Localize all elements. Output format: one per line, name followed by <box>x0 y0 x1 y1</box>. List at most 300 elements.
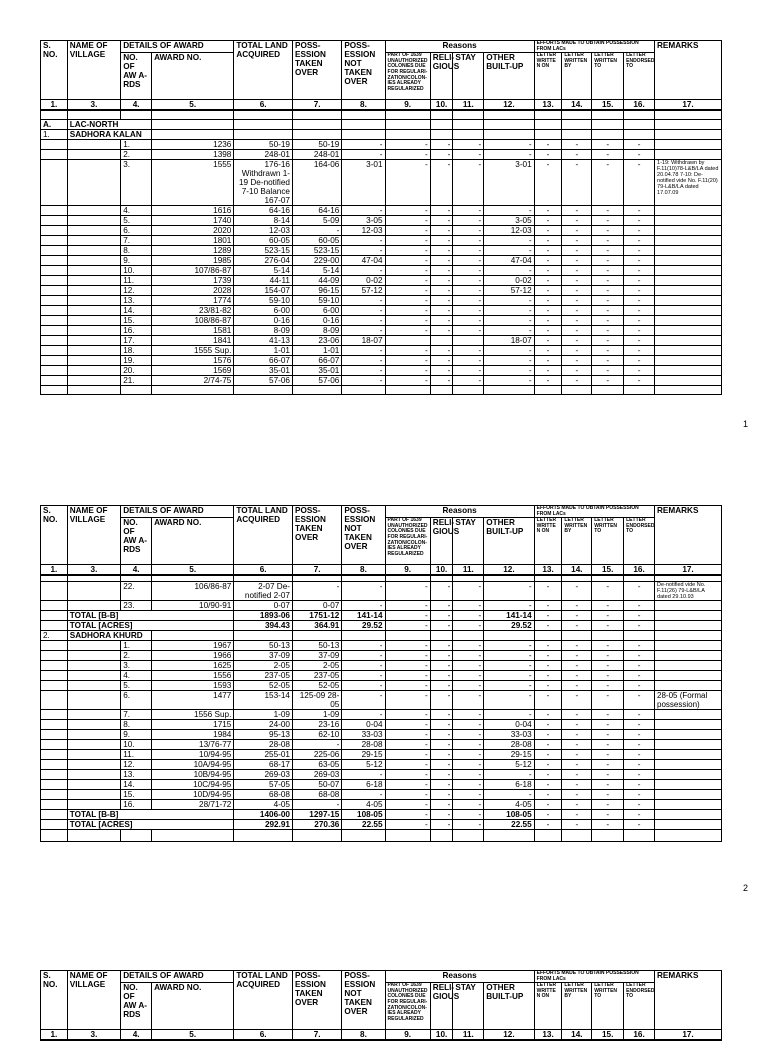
cell-letter-endorsed: - <box>624 345 655 355</box>
cell-poss-not-taken: 29-15 <box>342 749 385 759</box>
cell-other: 57-12 <box>484 285 534 295</box>
blank-cell <box>292 630 341 640</box>
blank-cell <box>624 829 655 841</box>
cell-remarks <box>655 719 722 729</box>
cell-part-of: - <box>385 375 430 385</box>
cell-remarks <box>655 295 722 305</box>
col-poss-taken-header: POSS- ESSION TAKEN OVER <box>292 41 341 100</box>
cell-letter-by: - <box>562 690 592 709</box>
cell-letter-to: - <box>592 650 624 660</box>
col-letter-on-header: LETTER WRITTE N ON <box>534 518 562 565</box>
cell-village <box>67 215 120 225</box>
col-efforts-header: EFFORTS MADE TO OBTAIN POSSESSION FROM LACs <box>534 971 654 983</box>
cell-award-serial: 14. <box>121 779 152 789</box>
cell-other: - <box>484 769 534 779</box>
cell-poss-not-taken: - <box>342 305 385 315</box>
cell-poss-not-taken: 47-04 <box>342 255 385 265</box>
cell-poss-taken: 229-00 <box>292 255 341 265</box>
cell-letter-on: - <box>534 620 562 630</box>
award-row <box>41 255 722 265</box>
cell-letter-on: - <box>534 139 562 149</box>
cell-religious: - <box>430 769 453 779</box>
cell-letter-to: - <box>592 245 624 255</box>
cell-sno <box>41 660 68 670</box>
cell-award-serial: 19. <box>121 355 152 365</box>
village-no: 2. <box>41 630 68 640</box>
total-part-of: - <box>385 809 430 819</box>
cell-poss-taken: 59-10 <box>292 295 341 305</box>
award-row <box>41 779 722 789</box>
col-letter-to-header: LETTER WRITTEN TO <box>592 53 624 100</box>
cell-village <box>67 225 120 235</box>
cell-stay: - <box>453 799 484 809</box>
cell-poss-taken: 125-09 28-05 <box>292 690 341 709</box>
total-not-taken: 22.55 <box>342 819 385 829</box>
cell-letter-by: - <box>562 139 592 149</box>
cell-religious: - <box>430 285 453 295</box>
cell-religious: - <box>430 600 453 610</box>
cell-letter-to: - <box>592 205 624 215</box>
cell-other: 18-07 <box>484 335 534 345</box>
cell-award-serial: 13. <box>121 295 152 305</box>
cell-poss-taken: 50-13 <box>292 640 341 650</box>
cell-stay: - <box>453 355 484 365</box>
cell-total-land: 37-09 <box>234 650 293 660</box>
award-row <box>41 235 722 245</box>
total-stay: - <box>453 620 484 630</box>
column-number: 1. <box>41 565 68 576</box>
cell-religious: - <box>430 225 453 235</box>
cell-part-of: - <box>385 265 430 275</box>
cell-remarks <box>655 345 722 355</box>
cell-poss-not-taken: - <box>342 235 385 245</box>
cell-sno <box>41 355 68 365</box>
col-religious-header: RELI- GIOUS <box>430 983 453 1030</box>
cell-part-of: - <box>385 215 430 225</box>
cell-poss-not-taken: - <box>342 640 385 650</box>
cell-letter-by: - <box>562 245 592 255</box>
cell-letter-to: - <box>592 690 624 709</box>
blank-cell <box>562 110 592 119</box>
cell-stay: - <box>453 690 484 709</box>
cell-letter-by: - <box>562 640 592 650</box>
total-row <box>41 809 722 819</box>
blank-cell <box>152 630 234 640</box>
cell-total-land: 59-10 <box>234 295 293 305</box>
cell-award-no: 10/90-91 <box>152 600 234 610</box>
cell-letter-to: - <box>592 365 624 375</box>
cell-letter-on: - <box>534 315 562 325</box>
cell-letter-by: - <box>562 600 592 610</box>
cell-other: 12-03 <box>484 225 534 235</box>
cell-village <box>67 729 120 739</box>
cell-poss-not-taken: - <box>342 295 385 305</box>
cell-award-no: 1616 <box>152 205 234 215</box>
cell-sno <box>41 335 68 345</box>
cell-poss-not-taken: 33-03 <box>342 729 385 739</box>
cell-total-land: 1-09 <box>234 709 293 719</box>
column-number: 7. <box>292 565 341 576</box>
col-part-of-header: PART OF 1639 UNAUTHORIZED COLONIES DUE FOR REGULARI- ZATION/COLON- IES ALREADY REGULARIZED <box>385 518 430 565</box>
cell-part-of: - <box>385 325 430 335</box>
cell-remarks <box>655 225 722 235</box>
cell-sno <box>41 640 68 650</box>
cell-remarks <box>655 709 722 719</box>
col-reasons-header: Reasons <box>385 506 534 518</box>
cell-remarks <box>655 205 722 215</box>
cell-award-no: 1774 <box>152 295 234 305</box>
cell-sno <box>41 159 68 205</box>
cell-letter-endorsed: - <box>624 779 655 789</box>
blank-cell <box>234 110 293 119</box>
cell-total-land: 24-00 <box>234 719 293 729</box>
column-number: 15. <box>592 565 624 576</box>
cell-village <box>67 365 120 375</box>
cell-sno <box>41 325 68 335</box>
cell-other: - <box>484 660 534 670</box>
cell-sno <box>41 610 68 620</box>
col-letter-endorsed-header: LETTER ENDORSED TO <box>624 518 655 565</box>
cell-remarks <box>655 139 722 149</box>
cell-letter-by: - <box>562 315 592 325</box>
cell-stay: - <box>453 275 484 285</box>
award-row <box>41 345 722 355</box>
award-row <box>41 719 722 729</box>
cell-poss-not-taken: 0-04 <box>342 719 385 729</box>
cell-sno <box>41 719 68 729</box>
column-number: 14. <box>562 100 592 111</box>
cell-award-serial: 4. <box>121 670 152 680</box>
cell-poss-taken: 52-05 <box>292 680 341 690</box>
cell-remarks <box>655 375 722 385</box>
cell-part-of: - <box>385 650 430 660</box>
cell-village <box>67 581 120 600</box>
cell-stay: - <box>453 640 484 650</box>
cell-letter-on: - <box>534 581 562 600</box>
cell-letter-by: - <box>562 719 592 729</box>
cell-letter-endorsed: - <box>624 739 655 749</box>
cell-religious: - <box>430 265 453 275</box>
blank-cell <box>534 129 562 139</box>
cell-total-land: 5-14 <box>234 265 293 275</box>
cell-award-serial: 16. <box>121 799 152 809</box>
village-row <box>41 630 722 640</box>
blank-cell <box>292 385 341 394</box>
award-row <box>41 729 722 739</box>
cell-letter-by: - <box>562 365 592 375</box>
blank-cell <box>484 385 534 394</box>
cell-poss-taken: 63-05 <box>292 759 341 769</box>
cell-letter-on: - <box>534 729 562 739</box>
cell-part-of: - <box>385 670 430 680</box>
cell-letter-by: - <box>562 680 592 690</box>
cell-stay: - <box>453 285 484 295</box>
blank-cell <box>453 129 484 139</box>
col-no-of-awards-header: NO. OF AW A- RDS <box>121 53 152 100</box>
cell-religious: - <box>430 255 453 265</box>
total-not-taken: 29.52 <box>342 620 385 630</box>
cell-total-land: 276-04 <box>234 255 293 265</box>
cell-letter-endorsed: - <box>624 620 655 630</box>
cell-sno <box>41 769 68 779</box>
blank-cell <box>484 630 534 640</box>
cell-religious: - <box>430 799 453 809</box>
cell-letter-by: - <box>562 255 592 265</box>
cell-letter-to: - <box>592 729 624 739</box>
cell-religious: - <box>430 159 453 205</box>
cell-total-land: 50-13 <box>234 640 293 650</box>
column-numbers-row <box>41 1030 722 1041</box>
col-sno-header: S. NO. <box>41 41 68 100</box>
cell-religious: - <box>430 205 453 215</box>
cell-sno <box>41 729 68 739</box>
col-religious-header: RELI- GIOUS <box>430 53 453 100</box>
cell-total-land: 41-13 <box>234 335 293 345</box>
cell-total-land: 64-16 <box>234 205 293 215</box>
cell-award-no: 1555 <box>152 159 234 205</box>
blank-cell <box>342 829 385 841</box>
cell-award-no: 1477 <box>152 690 234 709</box>
cell-letter-endorsed: - <box>624 610 655 620</box>
blank-cell <box>234 129 293 139</box>
blank-cell <box>592 110 624 119</box>
cell-letter-to: - <box>592 769 624 779</box>
cell-letter-by: - <box>562 749 592 759</box>
column-number: 7. <box>292 100 341 111</box>
cell-religious: - <box>430 325 453 335</box>
cell-total-land: 153-14 <box>234 690 293 709</box>
cell-stay: - <box>453 759 484 769</box>
cell-village <box>67 139 120 149</box>
cell-letter-to: - <box>592 620 624 630</box>
blank-cell <box>234 829 293 841</box>
cell-letter-by: - <box>562 345 592 355</box>
cell-part-of: - <box>385 285 430 295</box>
cell-other: - <box>484 680 534 690</box>
cell-letter-to: - <box>592 345 624 355</box>
col-details-header: DETAILS OF AWARD <box>121 41 234 53</box>
cell-remarks: 1-19: Withdrawn by F.11(10)78-L&B/LA dated 20.04.78 7-10: De-notified vide No. F.11(20) 79-L&B/LA dated 17.07.09 <box>655 159 722 205</box>
cell-religious: - <box>430 295 453 305</box>
cell-letter-to: - <box>592 355 624 365</box>
blank-cell <box>152 119 234 129</box>
cell-letter-by: - <box>562 610 592 620</box>
cell-part-of: - <box>385 205 430 215</box>
cell-letter-to: - <box>592 215 624 225</box>
cell-letter-endorsed: - <box>624 295 655 305</box>
cell-award-serial: 6. <box>121 225 152 235</box>
cell-award-no: 1569 <box>152 365 234 375</box>
cell-poss-not-taken: 3-05 <box>342 215 385 225</box>
column-number: 7. <box>292 1030 341 1041</box>
cell-remarks <box>655 149 722 159</box>
cell-religious: - <box>430 345 453 355</box>
total-stay: - <box>453 610 484 620</box>
cell-part-of: - <box>385 660 430 670</box>
cell-part-of: - <box>385 245 430 255</box>
cell-religious: - <box>430 680 453 690</box>
col-religious-header: RELI- GIOUS <box>430 518 453 565</box>
land-table-page-3 <box>40 970 722 1041</box>
cell-religious: - <box>430 149 453 159</box>
cell-letter-by: - <box>562 729 592 739</box>
cell-remarks <box>655 739 722 749</box>
cell-letter-endorsed: - <box>624 759 655 769</box>
col-sno-header: S. NO. <box>41 971 68 1030</box>
cell-sno <box>41 215 68 225</box>
cell-stay: - <box>453 159 484 205</box>
cell-part-of: - <box>385 225 430 235</box>
cell-letter-to: - <box>592 375 624 385</box>
column-number: 15. <box>592 100 624 111</box>
cell-village <box>67 205 120 215</box>
cell-letter-to: - <box>592 809 624 819</box>
cell-stay: - <box>453 680 484 690</box>
total-religious: - <box>430 620 453 630</box>
cell-letter-endorsed: - <box>624 365 655 375</box>
cell-award-serial: 2. <box>121 149 152 159</box>
cell-remarks <box>655 680 722 690</box>
cell-part-of: - <box>385 139 430 149</box>
award-row <box>41 295 722 305</box>
cell-part-of: - <box>385 235 430 245</box>
cell-letter-on: - <box>534 235 562 245</box>
total-label: TOTAL [B-B] <box>67 610 234 620</box>
column-number: 5. <box>152 1030 234 1041</box>
column-number: 15. <box>592 1030 624 1041</box>
cell-sno <box>41 779 68 789</box>
total-religious: - <box>430 809 453 819</box>
cell-total-land: 255-01 <box>234 749 293 759</box>
cell-letter-on: - <box>534 285 562 295</box>
cell-village <box>67 285 120 295</box>
cell-religious: - <box>430 139 453 149</box>
cell-letter-on: - <box>534 225 562 235</box>
blank-cell <box>453 110 484 119</box>
cell-letter-endorsed: - <box>624 215 655 225</box>
col-village-header: NAME OF VILLAGE <box>67 971 120 1030</box>
cell-sno <box>41 235 68 245</box>
blank-cell <box>292 829 341 841</box>
award-row <box>41 305 722 315</box>
cell-letter-by: - <box>562 375 592 385</box>
cell-remarks <box>655 640 722 650</box>
cell-letter-to: - <box>592 600 624 610</box>
header-row-top <box>41 971 722 983</box>
total-taken: 364.91 <box>292 620 341 630</box>
cell-religious: - <box>430 305 453 315</box>
cell-part-of: - <box>385 275 430 285</box>
cell-sno <box>41 680 68 690</box>
cell-letter-by: - <box>562 285 592 295</box>
column-number: 5. <box>152 565 234 576</box>
col-other-header: OTHER BUILT-UP <box>484 518 534 565</box>
spacer-row <box>41 829 722 841</box>
column-number: 11. <box>453 100 484 111</box>
total-row <box>41 620 722 630</box>
blank-cell <box>534 630 562 640</box>
column-number: 11. <box>453 1030 484 1041</box>
cell-stay: - <box>453 225 484 235</box>
blank-cell <box>67 385 120 394</box>
cell-religious: - <box>430 650 453 660</box>
cell-other: 3-01 <box>484 159 534 205</box>
cell-sno <box>41 620 68 630</box>
total-religious: - <box>430 819 453 829</box>
cell-letter-endorsed: - <box>624 335 655 345</box>
cell-village <box>67 749 120 759</box>
cell-letter-on: - <box>534 769 562 779</box>
cell-total-land: 0-07 <box>234 600 293 610</box>
blank-cell <box>534 385 562 394</box>
cell-village <box>67 779 120 789</box>
cell-letter-on: - <box>534 650 562 660</box>
cell-letter-endorsed: - <box>624 225 655 235</box>
cell-sno <box>41 819 68 829</box>
cell-poss-taken: 44-09 <box>292 275 341 285</box>
cell-award-no: 1739 <box>152 275 234 285</box>
cell-poss-not-taken: 6-18 <box>342 779 385 789</box>
cell-sno <box>41 581 68 600</box>
cell-award-no: 1556 <box>152 670 234 680</box>
cell-other: - <box>484 149 534 159</box>
cell-stay: - <box>453 305 484 315</box>
blank-cell <box>655 385 722 394</box>
blank-cell <box>234 119 293 129</box>
cell-total-land: 44-11 <box>234 275 293 285</box>
cell-remarks <box>655 255 722 265</box>
blank-cell <box>534 829 562 841</box>
cell-poss-taken: 2-05 <box>292 660 341 670</box>
cell-letter-on: - <box>534 799 562 809</box>
cell-stay: - <box>453 670 484 680</box>
cell-letter-by: - <box>562 225 592 235</box>
total-other: 22.55 <box>484 819 534 829</box>
total-stay: - <box>453 819 484 829</box>
cell-award-no: 10C/94-95 <box>152 779 234 789</box>
cell-award-no: 10D/94-95 <box>152 789 234 799</box>
col-stay-header: STAY <box>453 518 484 565</box>
cell-letter-to: - <box>592 789 624 799</box>
cell-poss-not-taken: - <box>342 709 385 719</box>
cell-part-of: - <box>385 709 430 719</box>
cell-poss-taken: 5-14 <box>292 265 341 275</box>
cell-award-serial: 13. <box>121 769 152 779</box>
cell-sno <box>41 255 68 265</box>
cell-award-serial: 3. <box>121 159 152 205</box>
cell-letter-on: - <box>534 245 562 255</box>
cell-part-of: - <box>385 749 430 759</box>
column-number: 3. <box>67 1030 120 1041</box>
blank-cell <box>534 119 562 129</box>
column-number: 16. <box>624 1030 655 1041</box>
cell-remarks <box>655 779 722 789</box>
cell-letter-endorsed: - <box>624 640 655 650</box>
cell-other: - <box>484 265 534 275</box>
cell-award-serial: 11. <box>121 275 152 285</box>
cell-letter-by: - <box>562 789 592 799</box>
cell-letter-to: - <box>592 305 624 315</box>
cell-poss-taken: 5-09 <box>292 215 341 225</box>
award-row <box>41 375 722 385</box>
cell-total-land: 68-17 <box>234 759 293 769</box>
column-number: 14. <box>562 565 592 576</box>
cell-letter-on: - <box>534 345 562 355</box>
award-row <box>41 139 722 149</box>
cell-other: - <box>484 650 534 660</box>
cell-total-land: 68-08 <box>234 789 293 799</box>
col-no-of-awards-header: NO. OF AW A- RDS <box>121 518 152 565</box>
